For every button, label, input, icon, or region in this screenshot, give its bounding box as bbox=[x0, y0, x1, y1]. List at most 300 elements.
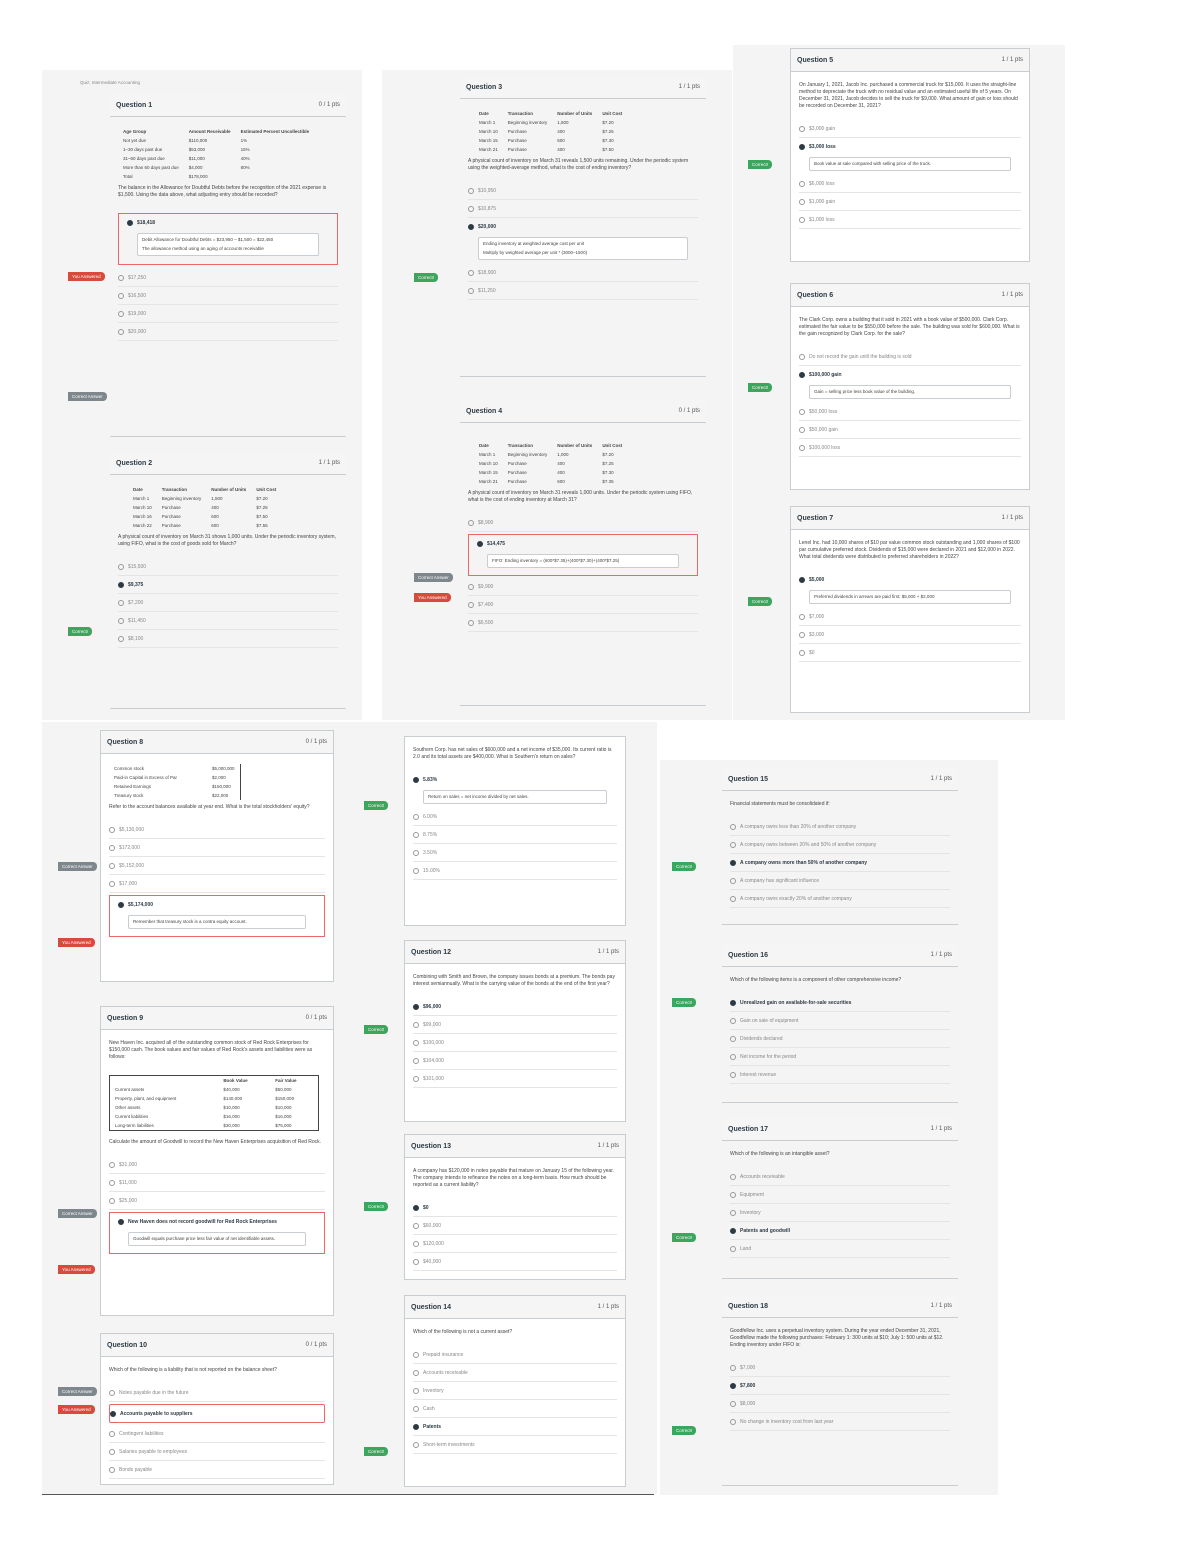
radio-icon bbox=[730, 1072, 736, 1078]
correct-tag: Correct! bbox=[364, 1447, 388, 1456]
question-10-card bbox=[100, 1333, 334, 1485]
question-header bbox=[722, 944, 958, 967]
question-stem: Goodfellow Inc. uses a perpetual inventory system. During the year ended December 31, 2021, Goodfellow made the following purchases: February 1: 300 units at $10; July 1: 500 units at $12. Ending inventory under FIFO is: bbox=[730, 1328, 944, 1348]
radio-icon bbox=[799, 217, 805, 223]
radio-icon bbox=[730, 1246, 736, 1252]
answer-option[interactable]: Prepaid insurance bbox=[413, 1346, 617, 1364]
radio-icon bbox=[799, 632, 805, 638]
question-points: 0 / 1 pts bbox=[305, 1342, 327, 1348]
question-title: Question 13 bbox=[411, 1142, 452, 1150]
radio-icon bbox=[799, 409, 805, 415]
answer-option[interactable]: $7,800 bbox=[730, 1377, 950, 1395]
answer-option[interactable]: $19,000 bbox=[118, 305, 338, 323]
question-15-card bbox=[722, 768, 958, 925]
radio-icon bbox=[413, 1040, 419, 1046]
radio-icon bbox=[413, 1352, 419, 1358]
answer-comment: Preferred dividends in arrears are paid first: $5,000 + $2,000 bbox=[809, 590, 1011, 604]
question-18-card bbox=[722, 1295, 958, 1486]
question-6-card bbox=[790, 283, 1030, 490]
answer-option[interactable]: Land bbox=[730, 1240, 950, 1258]
you-answered-tag: You Answered bbox=[58, 1265, 95, 1274]
correct-tag: Correct! bbox=[364, 801, 388, 810]
question-body bbox=[791, 72, 1029, 120]
answer-option[interactable]: Contingent liabilities bbox=[109, 1425, 325, 1443]
question-points: 1 / 1 pts bbox=[930, 1303, 952, 1309]
you-answered-tag: You Answered bbox=[58, 1405, 95, 1414]
question-stem: Southern Corp. has net sales of $600,000 and a net income of $35,000. Its current ratio is 2.0 and its total assets are $400,000. What is Southern's return on sales? bbox=[413, 747, 612, 760]
question-header bbox=[791, 507, 1029, 530]
answer-option[interactable]: A company has significant influence bbox=[730, 872, 950, 890]
radio-icon bbox=[109, 845, 115, 851]
answer-option[interactable]: Patents bbox=[413, 1418, 617, 1436]
question-body bbox=[722, 791, 958, 818]
question-stem: Lenel Inc. had 10,000 shares of $10 par value common stock outstanding and 1,000 shares of $100 par cumulative preferred stock. Dividends of $15,000 were declared in 2021 and $12,000 in 2022. What total dividends were distributed to preferred shareholders in 2022? bbox=[799, 540, 1020, 560]
correct-tag: Correct! bbox=[748, 160, 772, 169]
radio-icon bbox=[730, 1036, 736, 1042]
answer-option[interactable]: $18,418 bbox=[127, 214, 329, 231]
answer-option[interactable]: $101,000 bbox=[413, 1070, 617, 1088]
question-stem: The balance in the Allowance for Doubtful Debts before the recognition of the 2021 expense is $1,500. Using the data above, what adjusting entry should be recorded? bbox=[118, 185, 327, 198]
answer-option[interactable]: Notes payable due in the future bbox=[109, 1384, 325, 1402]
radio-icon bbox=[468, 188, 474, 194]
radio-icon bbox=[799, 577, 805, 583]
answer-option[interactable]: $25,000 bbox=[109, 1192, 325, 1210]
inventory-table: Date Transaction Number of Units Unit Cost March 1 Beginning inventory 1,000 $7.20 March 10 Purchase 400 $7.25 March 15 Purchase 400 $7.30 March 21 Purchase 600 $7.35 bbox=[479, 443, 623, 484]
question-title: Question 17 bbox=[728, 1125, 769, 1133]
inventory-table: Date Transaction Number of Units Unit Cost March 1 Beginning inventory 1,500 $7.20 March 10 Purchase 400 $7.25 March 16 Purchase 600 $7.50 March 22 Purchase 600 $7.55 bbox=[133, 487, 277, 528]
answer-option[interactable]: $50,000 gain bbox=[799, 421, 1021, 439]
answer-option[interactable]: $7,200 bbox=[118, 594, 338, 612]
question-4-card bbox=[460, 400, 706, 706]
answer-option[interactable]: $6,000 loss bbox=[799, 175, 1021, 193]
question-11-card bbox=[404, 736, 626, 926]
radio-icon bbox=[730, 1054, 736, 1060]
radio-icon bbox=[468, 270, 474, 276]
radio-icon bbox=[118, 293, 124, 299]
radio-icon bbox=[730, 842, 736, 848]
answer-option[interactable]: $11,250 bbox=[468, 282, 698, 300]
radio-icon bbox=[477, 541, 483, 547]
radio-icon bbox=[730, 1018, 736, 1024]
radio-icon bbox=[118, 636, 124, 642]
answer-option[interactable]: $104,000 bbox=[413, 1052, 617, 1070]
radio-icon bbox=[118, 618, 124, 624]
question-9-card bbox=[100, 1006, 334, 1316]
answer-option[interactable]: $3,000 loss bbox=[799, 138, 1021, 155]
radio-icon bbox=[730, 1365, 736, 1371]
radio-icon bbox=[413, 1241, 419, 1247]
answer-option[interactable]: A company owns more than 50% of another company bbox=[730, 854, 950, 872]
you-answered-tag: You Answered bbox=[68, 272, 105, 281]
correct-tag: Correct! bbox=[672, 998, 696, 1007]
correct-answer-tag: Correct Answer bbox=[58, 862, 97, 871]
question-stem: Which of the following is a liability that is not reported on the balance sheet? bbox=[109, 1367, 277, 1373]
question-stem: On January 1, 2021, Jacob Inc. purchased a commercial truck for $15,000. It uses the straight-line method to depreciate the truck with no residual value and an estimated useful life of 5 years. On December 31, 2021, Jacob decides to sell the truck for $9,000. What amount of gain or loss should be recorded on December 31, 2021? bbox=[799, 82, 1018, 109]
question-stem: Financial statements must be consolidated if: bbox=[730, 801, 830, 807]
radio-icon bbox=[468, 520, 474, 526]
question-points: 1 / 1 pts bbox=[597, 949, 619, 955]
correct-answer-tag: Correct Answer bbox=[58, 1387, 97, 1396]
question-header bbox=[110, 94, 346, 117]
answer-option[interactable]: $5,152,000 bbox=[109, 857, 325, 875]
question-stem: New Haven Inc. acquired all of the outstanding common stock of Red Rock Enterprises for $150,000 cash. The book values and fair values of Red Rock's assets and liabilities were as follows: bbox=[109, 1040, 313, 1060]
radio-icon bbox=[109, 863, 115, 869]
answer-comment: FIFO: Ending inventory = (600*$7.35)+(400*$7.30)+(400*$7.25) bbox=[487, 554, 679, 568]
radio-icon bbox=[799, 199, 805, 205]
answer-option[interactable]: $16,500 bbox=[118, 287, 338, 305]
question-body bbox=[405, 737, 625, 771]
radio-icon bbox=[799, 354, 805, 360]
question-16-card bbox=[722, 944, 958, 1103]
question-points: 1 / 1 pts bbox=[318, 460, 340, 466]
quiz-header-note: Quiz: Intermediate Accounting bbox=[80, 80, 141, 85]
answer-option[interactable]: A company owns less than 20% of another company bbox=[730, 818, 950, 836]
answer-option[interactable]: Do not record the gain until the building is sold bbox=[799, 348, 1021, 366]
answer-option[interactable]: $7,400 bbox=[468, 596, 698, 614]
radio-icon bbox=[468, 288, 474, 294]
radio-icon bbox=[109, 1162, 115, 1168]
question-title: Question 7 bbox=[797, 514, 834, 522]
radio-icon bbox=[413, 1370, 419, 1376]
answer-option[interactable]: $11,000 bbox=[109, 1174, 325, 1192]
answer-option[interactable]: 5.83% bbox=[413, 771, 617, 788]
you-answered-tag: You Answered bbox=[58, 938, 95, 947]
answer-option[interactable]: $10,950 bbox=[468, 182, 698, 200]
question-header bbox=[460, 400, 706, 423]
question-body bbox=[101, 754, 333, 821]
radio-icon bbox=[413, 814, 419, 820]
answer-option[interactable]: $8,000 bbox=[730, 1395, 950, 1413]
radio-icon bbox=[730, 1192, 736, 1198]
question-body bbox=[405, 1319, 625, 1346]
question-stem: A physical count of inventory on March 31 shows 1,000 units. Under the periodic inventory system, using FIFO, what is the cost of goods sold for March? bbox=[118, 534, 336, 547]
radio-icon bbox=[109, 1390, 115, 1396]
answer-option[interactable]: Accounts receivable bbox=[413, 1364, 617, 1382]
answer-option[interactable]: $20,000 bbox=[468, 218, 698, 235]
answer-option[interactable]: $40,000 bbox=[413, 1253, 617, 1271]
question-stem: Which of the following is an intangible asset? bbox=[730, 1151, 830, 1157]
radio-icon bbox=[413, 1259, 419, 1265]
question-header bbox=[405, 1296, 625, 1319]
radio-icon bbox=[799, 427, 805, 433]
radio-icon bbox=[468, 602, 474, 608]
radio-icon bbox=[730, 1401, 736, 1407]
radio-icon bbox=[413, 832, 419, 838]
question-body bbox=[722, 967, 958, 994]
answer-option[interactable]: 6.00% bbox=[413, 808, 617, 826]
radio-icon bbox=[413, 1223, 419, 1229]
correct-tag: Correct! bbox=[68, 627, 92, 636]
question-points: 1 / 1 pts bbox=[930, 1126, 952, 1132]
radio-icon bbox=[109, 1180, 115, 1186]
radio-icon bbox=[118, 1219, 124, 1225]
answer-comment: Return on sales = net income divided by net sales. bbox=[423, 790, 607, 804]
radio-icon bbox=[730, 896, 736, 902]
question-title: Question 12 bbox=[411, 948, 452, 956]
question-stem: Refer to the account balances available at year end. What is the total stockholders' equity? bbox=[109, 804, 310, 810]
you-answered-tag: You Answered bbox=[414, 593, 451, 602]
radio-icon bbox=[413, 1406, 419, 1412]
radio-icon bbox=[413, 1058, 419, 1064]
radio-icon bbox=[730, 1228, 736, 1234]
radio-icon bbox=[118, 582, 124, 588]
radio-icon bbox=[799, 650, 805, 656]
radio-icon bbox=[413, 868, 419, 874]
answer-option[interactable]: $1,000 gain bbox=[799, 193, 1021, 211]
question-points: 1 / 1 pts bbox=[930, 776, 952, 782]
answer-option[interactable]: Accounts receivable bbox=[730, 1168, 950, 1186]
radio-icon bbox=[730, 824, 736, 830]
correct-tag: Correct! bbox=[364, 1025, 388, 1034]
answer-option[interactable]: Interest revenue bbox=[730, 1066, 950, 1084]
radio-icon bbox=[109, 827, 115, 833]
question-stem-2: Calculate the amount of Goodwill to record the New Haven Enterprises acquisition of Red Rock. bbox=[109, 1139, 322, 1145]
radio-icon bbox=[118, 329, 124, 335]
question-points: 1 / 1 pts bbox=[597, 1143, 619, 1149]
question-title: Question 15 bbox=[728, 775, 769, 783]
answer-option[interactable]: $18,900 bbox=[468, 264, 698, 282]
answer-option[interactable]: 8.75% bbox=[413, 826, 617, 844]
question-body bbox=[791, 307, 1029, 348]
answer-option[interactable]: $31,000 bbox=[109, 1156, 325, 1174]
correct-answer-tag: Correct Answer bbox=[68, 392, 107, 401]
radio-icon bbox=[118, 311, 124, 317]
answer-option[interactable]: $50,000 loss bbox=[799, 403, 1021, 421]
answer-option[interactable]: $100,000 loss bbox=[799, 439, 1021, 457]
question-body bbox=[405, 1158, 625, 1199]
radio-icon bbox=[413, 777, 419, 783]
question-12-card bbox=[404, 940, 626, 1122]
answer-option[interactable]: A company owns between 20% and 50% of another company bbox=[730, 836, 950, 854]
question-body bbox=[460, 423, 706, 514]
answer-option[interactable]: $17,250 bbox=[118, 269, 338, 287]
answer-option[interactable]: Unrealized gain on available-for-sale securities bbox=[730, 994, 950, 1012]
answer-option[interactable]: $0 bbox=[799, 644, 1021, 662]
question-title: Question 4 bbox=[466, 407, 503, 415]
radio-icon bbox=[118, 564, 124, 570]
answer-comment: Ending inventory at weighted average cost per unit Multiply by weighted average per unit * (3000–1500) bbox=[478, 237, 688, 260]
answer-option[interactable]: $5,000 bbox=[799, 571, 1021, 588]
question-title: Question 18 bbox=[728, 1302, 769, 1310]
question-title: Question 8 bbox=[107, 738, 144, 746]
question-title: Question 2 bbox=[116, 459, 153, 467]
answer-option[interactable]: $3,000 bbox=[799, 626, 1021, 644]
radio-icon bbox=[413, 1424, 419, 1430]
question-14-card bbox=[404, 1295, 626, 1487]
question-2-card bbox=[110, 452, 346, 709]
answer-comment: Goodwill equals purchase price less fair value of net identifiable assets. bbox=[128, 1232, 306, 1246]
answer-option[interactable]: $7,000 bbox=[730, 1359, 950, 1377]
answer-option[interactable]: $60,000 bbox=[413, 1217, 617, 1235]
question-stem: Which of the following items is a component of other comprehensive income? bbox=[730, 977, 902, 983]
answer-comment: Gain = selling price less book value of the building. bbox=[809, 385, 1011, 399]
radio-icon bbox=[799, 126, 805, 132]
question-stem: A company has $120,000 in notes payable that mature on January 15 of the following year. The company intends to refinance the notes on a long-term basis. How much should be reported as a current liability? bbox=[413, 1168, 614, 1188]
question-header bbox=[460, 76, 706, 99]
question-5-card bbox=[790, 48, 1030, 262]
answer-option[interactable]: $8,100 bbox=[118, 630, 338, 648]
answer-option[interactable]: $6,500 bbox=[468, 614, 698, 632]
question-body bbox=[101, 1357, 333, 1384]
answer-option[interactable]: $9,375 bbox=[118, 576, 338, 594]
answer-option[interactable]: $8,900 bbox=[468, 514, 698, 532]
question-header bbox=[791, 284, 1029, 307]
question-title: Question 10 bbox=[107, 1341, 148, 1349]
question-header bbox=[722, 1295, 958, 1318]
question-points: 1 / 1 pts bbox=[930, 952, 952, 958]
question-header bbox=[101, 731, 333, 754]
question-body bbox=[722, 1141, 958, 1168]
answer-option[interactable]: $0 bbox=[413, 1199, 617, 1217]
answer-option[interactable]: $1,000 loss bbox=[799, 211, 1021, 229]
radio-icon bbox=[413, 1076, 419, 1082]
correct-answer-tag: Correct Answer bbox=[414, 573, 453, 582]
question-header bbox=[791, 49, 1029, 72]
radio-icon bbox=[127, 220, 133, 226]
answer-option[interactable]: A company owns exactly 20% of another company bbox=[730, 890, 950, 908]
answer-option[interactable]: $120,000 bbox=[413, 1235, 617, 1253]
radio-icon bbox=[468, 620, 474, 626]
question-body bbox=[722, 1318, 958, 1359]
radio-icon bbox=[110, 1411, 116, 1417]
correct-tag: Correct! bbox=[672, 1233, 696, 1242]
radio-icon bbox=[730, 1383, 736, 1389]
answer-option[interactable]: $15,500 bbox=[118, 558, 338, 576]
answer-option[interactable]: No change in inventory cost from last year bbox=[730, 1413, 950, 1431]
answer-option[interactable]: $96,000 bbox=[413, 998, 617, 1016]
answer-option[interactable]: Bonds payable bbox=[109, 1461, 325, 1479]
radio-icon bbox=[730, 1419, 736, 1425]
answer-option[interactable]: $5,174,000 bbox=[118, 896, 316, 913]
answer-option[interactable]: Salaries payable to employees bbox=[109, 1443, 325, 1461]
radio-icon bbox=[413, 850, 419, 856]
answer-option[interactable]: $9,900 bbox=[468, 578, 698, 596]
question-points: 1 / 1 pts bbox=[678, 84, 700, 90]
question-points: 1 / 1 pts bbox=[597, 1304, 619, 1310]
bottom-divider bbox=[42, 1494, 654, 1495]
question-points: 0 / 1 pts bbox=[318, 102, 340, 108]
correct-tag: Correct! bbox=[414, 273, 438, 282]
question-13-card bbox=[404, 1134, 626, 1280]
answer-option[interactable]: Patents and goodwill bbox=[730, 1222, 950, 1240]
answer-option[interactable]: $172,000 bbox=[109, 839, 325, 857]
answer-option[interactable]: $5,130,000 bbox=[109, 821, 325, 839]
question-title: Question 16 bbox=[728, 951, 769, 959]
answer-option[interactable]: $3,000 gain bbox=[799, 120, 1021, 138]
question-points: 0 / 1 pts bbox=[305, 739, 327, 745]
question-body bbox=[791, 530, 1029, 571]
answer-option[interactable]: $100,000 gain bbox=[799, 366, 1021, 383]
radio-icon bbox=[413, 1388, 419, 1394]
answer-option[interactable]: 15.00% bbox=[413, 862, 617, 880]
question-points: 1 / 1 pts bbox=[1001, 515, 1023, 521]
question-title: Question 5 bbox=[797, 56, 834, 64]
question-header bbox=[110, 452, 346, 475]
answer-option[interactable]: Dividends declared bbox=[730, 1030, 950, 1048]
answer-option[interactable]: Inventory bbox=[413, 1382, 617, 1400]
question-title: Question 14 bbox=[411, 1303, 452, 1311]
radio-icon bbox=[118, 902, 124, 908]
answer-option[interactable]: $10,875 bbox=[468, 200, 698, 218]
question-points: 1 / 1 pts bbox=[1001, 57, 1023, 63]
question-header bbox=[101, 1007, 333, 1030]
answer-option[interactable]: Equipment bbox=[730, 1186, 950, 1204]
question-title: Question 1 bbox=[116, 101, 153, 109]
radio-icon bbox=[109, 1198, 115, 1204]
answer-option[interactable]: $11,450 bbox=[118, 612, 338, 630]
correct-tag: Correct! bbox=[364, 1202, 388, 1211]
radio-icon bbox=[799, 144, 805, 150]
question-stem: Which of the following is not a current asset? bbox=[413, 1329, 513, 1335]
equity-table: Common stock $5,000,000 Paid-in Capital in Excess of Par $2,000 Retained Earnings $150,000 Treasury stock $22,000 bbox=[109, 764, 241, 800]
answer-option[interactable]: $100,000 bbox=[413, 1034, 617, 1052]
answer-option[interactable]: Gain on sale of equipment bbox=[730, 1012, 950, 1030]
answer-option[interactable]: $20,000 bbox=[118, 323, 338, 341]
question-3-card bbox=[460, 76, 706, 377]
correct-tag: Correct! bbox=[748, 383, 772, 392]
radio-icon bbox=[413, 1205, 419, 1211]
radio-icon bbox=[799, 614, 805, 620]
question-points: 0 / 1 pts bbox=[678, 408, 700, 414]
question-stem: The Clark Corp. owns a building that it sold in 2021 with a book value of $500,000. Clark Corp. estimated the fair value to be $550,000 before the sale. The building was sold for $600,000. What is the gain recognized by Clark Corp. for the sale? bbox=[799, 317, 1020, 337]
radio-icon bbox=[118, 600, 124, 606]
selected-answer-box bbox=[468, 534, 698, 576]
answer-option[interactable]: 3.50% bbox=[413, 844, 617, 862]
answer-comment: Debit Allowance for Doubtful Debts = $23,950 – $1,500 = $22,450 The allowance method using an aging of accounts receivable bbox=[137, 233, 319, 256]
radio-icon bbox=[730, 860, 736, 866]
answer-option[interactable]: $14,475 bbox=[477, 535, 689, 552]
radio-icon bbox=[109, 1467, 115, 1473]
question-header bbox=[101, 1334, 333, 1357]
question-body bbox=[110, 117, 346, 209]
radio-icon bbox=[468, 206, 474, 212]
question-body bbox=[405, 964, 625, 998]
radio-icon bbox=[799, 181, 805, 187]
radio-icon bbox=[730, 878, 736, 884]
selected-answer-box bbox=[109, 1212, 325, 1254]
answer-option[interactable]: $17,000 bbox=[109, 875, 325, 893]
question-17-card bbox=[722, 1118, 958, 1279]
radio-icon bbox=[799, 445, 805, 451]
answer-option[interactable]: $7,000 bbox=[799, 608, 1021, 626]
question-body bbox=[101, 1030, 333, 1156]
answer-option[interactable]: Net income for the period bbox=[730, 1048, 950, 1066]
question-stem: A physical count of inventory on March 31 reveals 1,000 units. Under the periodic system using FIFO, what is the cost of ending inventory at March 31? bbox=[468, 490, 693, 503]
question-8-card bbox=[100, 730, 334, 982]
answer-option[interactable]: Accounts payable to suppliers bbox=[109, 1404, 325, 1423]
answer-option[interactable]: New Haven does not record goodwill for Red Rock Enterprises bbox=[118, 1213, 316, 1230]
radio-icon bbox=[413, 1022, 419, 1028]
question-header bbox=[722, 1118, 958, 1141]
question-body bbox=[110, 475, 346, 558]
correct-tag: Correct! bbox=[672, 1426, 696, 1435]
question-points: 0 / 1 pts bbox=[305, 1015, 327, 1021]
radio-icon bbox=[118, 275, 124, 281]
radio-icon bbox=[730, 1174, 736, 1180]
radio-icon bbox=[468, 584, 474, 590]
radio-icon bbox=[730, 1210, 736, 1216]
radio-icon bbox=[109, 881, 115, 887]
correct-tag: Correct! bbox=[748, 597, 772, 606]
question-title: Question 9 bbox=[107, 1014, 144, 1022]
answer-option[interactable]: Inventory bbox=[730, 1204, 950, 1222]
answer-option[interactable]: Cash bbox=[413, 1400, 617, 1418]
selected-answer-box bbox=[118, 213, 338, 265]
answer-option[interactable]: $99,000 bbox=[413, 1016, 617, 1034]
selected-answer-box bbox=[109, 895, 325, 937]
answer-option[interactable]: Short-term investments bbox=[413, 1436, 617, 1454]
fair-value-table: Book Value Fair Value Current assets $40,000 $50,000 Property, plant, and equipment $140,000 $150,000 Other assets $10,000 $10,000 Current liabilities $16,000 $16,000 Long-term liabilities $30,000 $75,000 bbox=[109, 1075, 319, 1131]
